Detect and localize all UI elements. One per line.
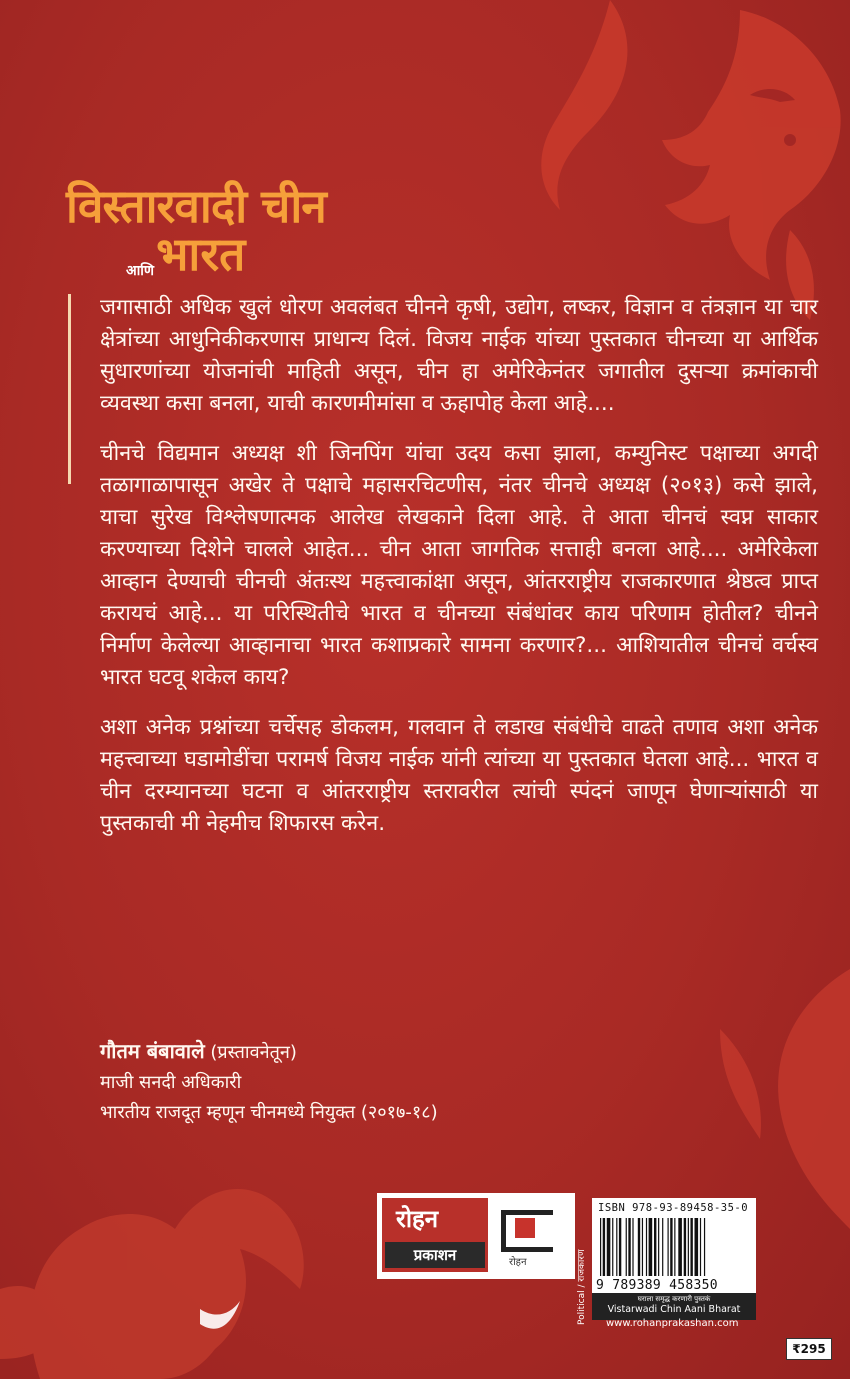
book-icon-inner (515, 1218, 535, 1238)
publisher-website: www.rohanprakashan.com (606, 1318, 739, 1329)
signature-source: (प्रस्तावनेतून) (210, 1042, 297, 1063)
blurb (100, 292, 818, 858)
book-title-english: Vistarwadi Chin Aani Bharat (607, 1304, 741, 1315)
category-label: Political / राजकारण (577, 1249, 587, 1325)
title-bharat: भारत (156, 227, 246, 281)
publisher-band: प्रकाशन (385, 1242, 485, 1268)
title-line-1: विस्तारवादी चीन (66, 179, 326, 233)
blurb-paragraph-3: अशा अनेक प्रश्नांच्या चर्चेसह डोकलम, गलवान ते लडाख संबंधीचे वाढते तणाव अशा अनेक महत्त्वाच्या घडामोडींचा परामर्ष विजय नाईक यांनी त्यांच्या या पुस्तकात घेतला आहे... भारत व चीन दरम्यानच्या घटना व आंतरराष्ट्रीय स्तरावरील त्यांची स्पंदनं जाणून घेणाऱ्यांसाठी या पुस्तकाची मी नेहमीच शिफारस करेन. (100, 715, 818, 836)
signature-title: माजी सनदी अधिकारी (100, 1072, 242, 1093)
barcode-icon (598, 1218, 748, 1276)
isbn-label: ISBN 978-93-89458-35-0 (598, 1202, 749, 1214)
dragon-illustration (490, 0, 850, 330)
title-connector: आणि (126, 263, 155, 279)
book-title (66, 179, 366, 281)
isbn-barcode-box (592, 1198, 756, 1320)
signature-block (100, 1036, 438, 1128)
publisher-tagline: घराला समृद्ध करणारी पुस्तकं (637, 1295, 711, 1303)
blurb-paragraph-1: जगासाठी अधिक खुलं धोरण अवलंबत चीनने कृषी, उद्योग, लष्कर, विज्ञान व तंत्रज्ञान या चार क्षेत्रांच्या आधुनिकीकरणास प्राधान्य दिलं. विजय नाईक यांच्या पुस्तकात चीनच्या या आर्थिक सुधारणांच्या योजनांची माहिती असून, चीन हा अमेरिकेनंतर जगातील दुसऱ्या क्रमांकाची व्यवस्था कसा बनला, याची कारणमीमांसा व ऊहापोह केला आहे.... (100, 295, 818, 416)
title-line-2 (126, 228, 245, 280)
signature-name: गौतम बंबावाले (100, 1039, 205, 1063)
blurb-paragraph-2: चीनचे विद्यमान अध्यक्ष शी जिनपिंग यांचा उदय कसा झाला, कम्युनिस्ट पक्षाच्या अगदी तळागाळापासून अखेर ते पक्षाचे महासरचिटणीस, नंतर चीनचे अध्यक्ष (२०१३) कसे झाले, याचा सुरेख विश्लेषणात्मक आलेख लेखकाने दिला आहे. ते आता चीनचं स्वप्न साकार करण्याच्या दिशेने चालले आहेत... चीन आता जागतिक सत्ताही बनला आहे.... अमेरिकेला आव्हान देण्याची चीनची अंतःस्थ महत्त्वाकांक्षा असून, आंतरराष्ट्रीय राजकारणात श्रेष्ठत्व प्राप्त करायचं आहे... या परिस्थितीचे भारत व चीनच्या संबंधांवर काय परिणाम होतील? चीनने निर्माण केलेल्या आव्हानाचा भारत कशाप्रकारे सामना करणार?... आशियातील चीनचं वर्चस्व भारत घटवू शकेल काय? (100, 441, 818, 690)
isbn-digits: 9 789389 458350 (596, 1278, 718, 1293)
publisher-name: रोहन (396, 1205, 439, 1233)
isbn-footer (592, 1293, 756, 1320)
publisher-logo (377, 1193, 575, 1279)
signature-role: भारतीय राजदूत म्हणून चीनमध्ये नियुक्त (२०१७-१८) (100, 1102, 438, 1123)
price-tag: ₹295 (786, 1338, 832, 1360)
publisher-small-name: रोहन (509, 1257, 527, 1268)
accent-bar (68, 294, 71, 484)
